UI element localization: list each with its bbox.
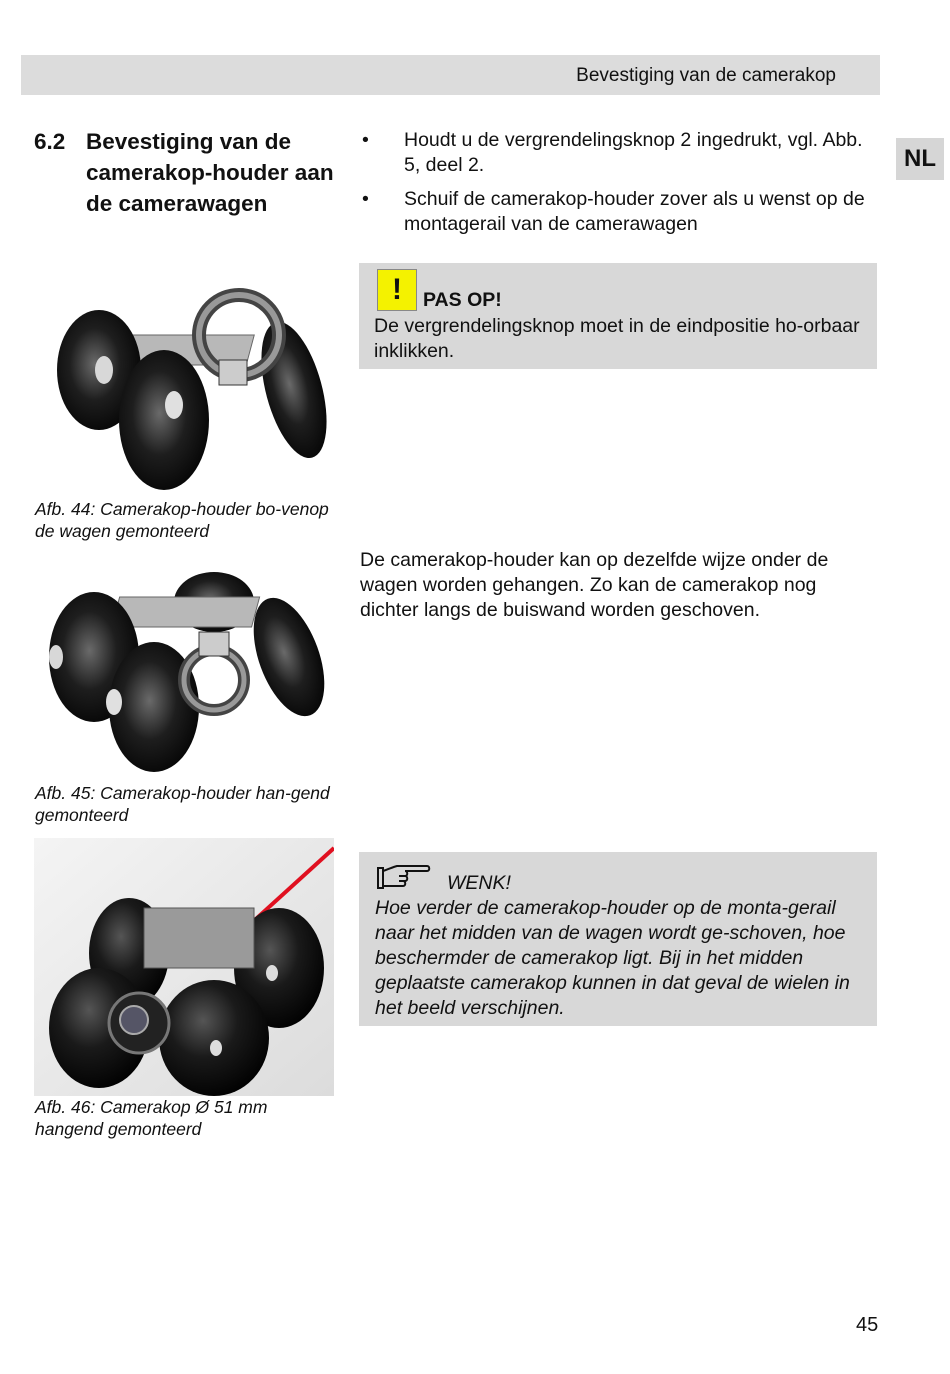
figure-caption: Afb. 44: Camerakop-houder bo-venop de wagen gemonteerd [35, 499, 329, 541]
section-number: 6.2 [34, 129, 66, 154]
exclamation-warning-icon: ! [377, 269, 417, 311]
list-item-text: Schuif de camerakop-houder zover als u wenst op de montagerail van de camerawagen [404, 188, 865, 235]
section-heading [34, 126, 344, 219]
list-item [360, 187, 880, 237]
figure-45-image [34, 562, 334, 774]
figure-caption: Afb. 46: Camerakop Ø 51 mm hangend gemonteerd [35, 1097, 268, 1139]
caution-box [359, 263, 877, 369]
note-box [359, 852, 877, 1026]
caution-title: PAS OP! [423, 289, 502, 311]
figure-46-photo [34, 838, 334, 1096]
figure-44-image [34, 280, 334, 492]
language-tab: NL [896, 138, 944, 180]
bullet-symbol: • [362, 129, 369, 151]
section-title: Bevestiging van de camerakop-houder aan de camerawagen [86, 129, 334, 216]
note-title: WENK! [447, 872, 511, 894]
list-item-text: Houdt u de vergrendelingsknop 2 ingedrukt, vgl. Abb. 5, deel 2. [404, 129, 863, 176]
body-paragraph: De camerakop-houder kan op dezelfde wijze onder de wagen worden gehangen. Zo kan de camerakop nog dichter langs de buiswand worden geschoven. [360, 549, 829, 621]
caution-body: De vergrendelingsknop moet in de eindpositie ho-orbaar inklikken. [374, 315, 860, 362]
page-number: 45 [856, 1314, 879, 1336]
instruction-list [360, 128, 880, 246]
header-bar [21, 55, 880, 95]
pointing-hand-icon [375, 862, 433, 892]
note-body: Hoe verder de camerakop-houder op de monta-gerail naar het midden van de wagen wordt ge-schoven, hoe beschermder de camerakop ligt. Bij in het midden geplaatste camerakop kunnen in dat geval de wielen in het beeld verschijnen. [375, 897, 850, 1019]
header-title: Bevestiging van de camerakop [576, 65, 836, 86]
bullet-symbol: • [362, 188, 369, 210]
list-item [360, 128, 880, 178]
figure-caption: Afb. 45: Camerakop-houder han-gend gemonteerd [35, 783, 330, 825]
